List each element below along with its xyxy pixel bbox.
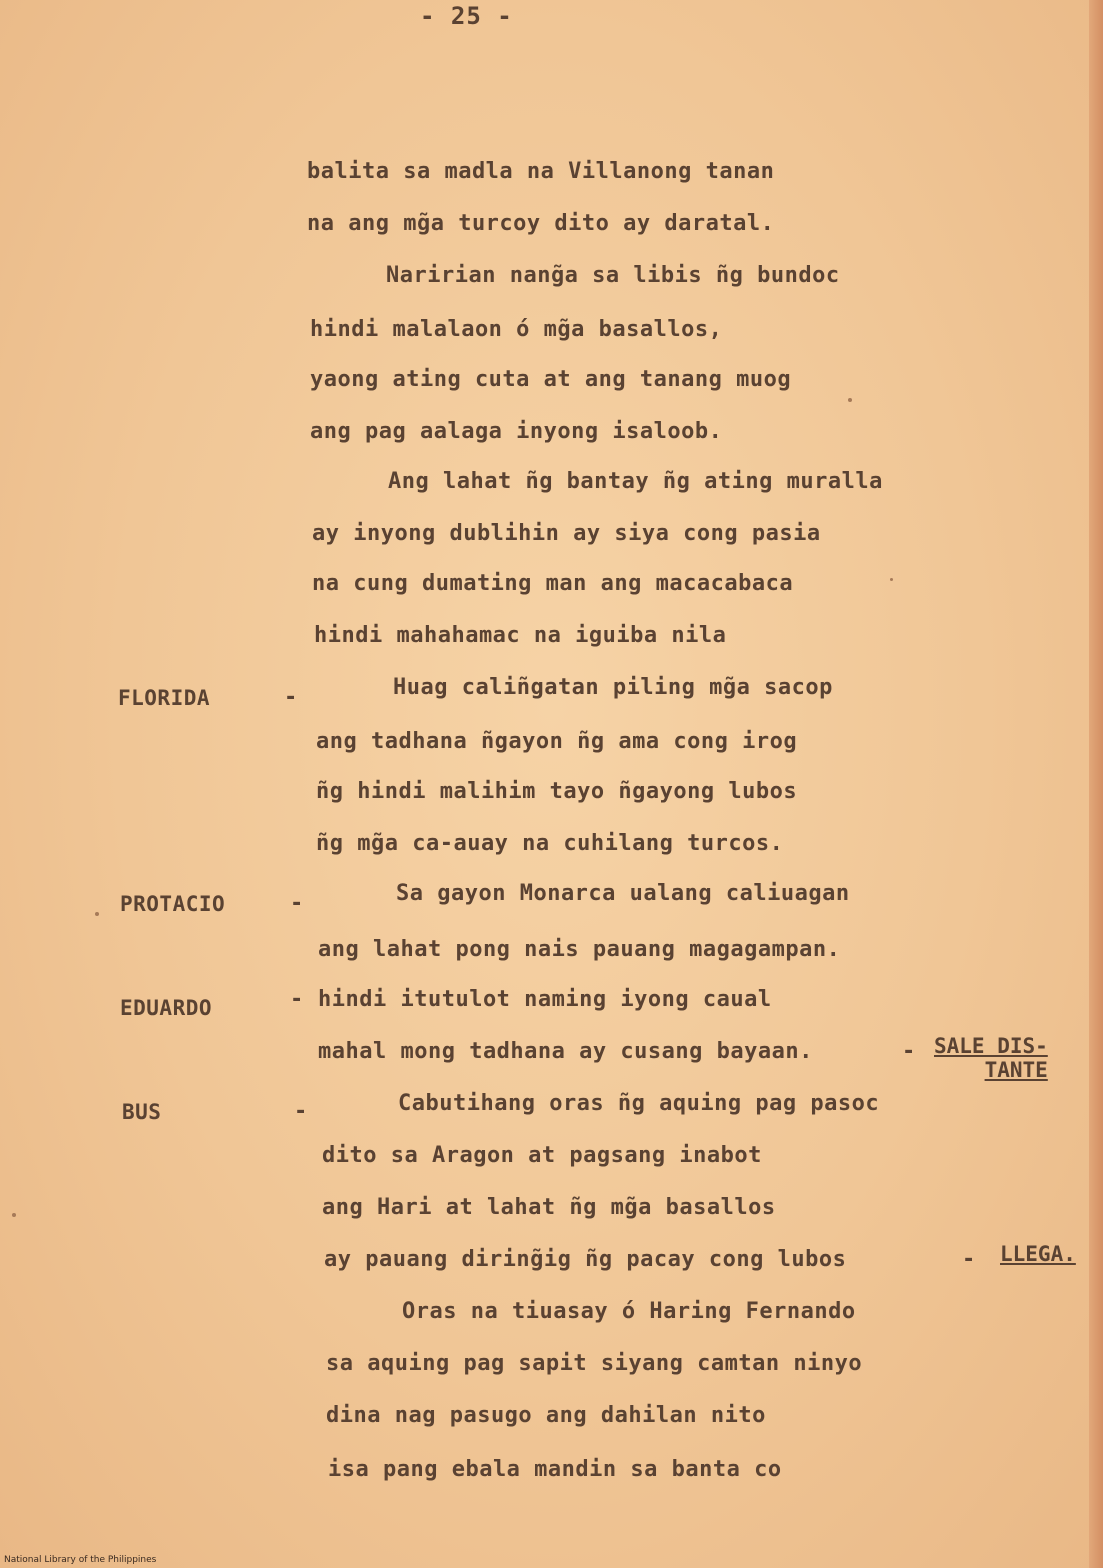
verse-line: isa pang ebala mandin sa banta co <box>328 1457 782 1482</box>
speaker-name: BUS <box>122 1100 162 1124</box>
speaker-name: PROTACIO <box>120 892 226 916</box>
verse-line: Naririan nang̃a sa libis ñg bundoc <box>386 263 840 288</box>
verse-line: hindi malalaon ó mg̃a basallos, <box>310 317 723 342</box>
verse-line: Ang lahat ñg bantay ñg ating muralla <box>388 469 883 494</box>
speaker-name: FLORIDA <box>118 686 211 710</box>
page-edge-shadow <box>1089 0 1103 1568</box>
verse-line: sa aquing pag sapit siyang camtan ninyo <box>326 1351 863 1376</box>
verse-line: ñg hindi malihim tayo ñgayong lubos <box>316 779 798 804</box>
stage-direction: LLEGA. <box>1000 1242 1076 1266</box>
verse-line: ay pauang diring̃ig ñg pacay cong lubos <box>324 1247 847 1272</box>
stage-dash: - <box>962 1247 976 1272</box>
stage-dash: - <box>902 1039 916 1064</box>
verse-line: dito sa Aragon at pagsang inabot <box>322 1143 762 1168</box>
ink-speck <box>848 398 852 402</box>
speaker-dash: - <box>284 685 298 710</box>
verse-line: mahal mong tadhana ay cusang bayaan. <box>318 1039 813 1064</box>
verse-line: ang lahat pong nais pauang magagampan. <box>318 937 841 962</box>
verse-line: Cabutihang oras ñg aquing pag pasoc <box>398 1091 880 1116</box>
verse-line: ang tadhana ñgayon ñg ama cong irog <box>316 729 798 754</box>
verse-line: hindi itutulot naming iyong caual <box>318 987 772 1012</box>
speaker-dash: - <box>290 891 304 916</box>
ink-speck <box>890 578 893 581</box>
verse-line: ay inyong dublihin ay siya cong pasia <box>312 521 821 546</box>
verse-line: ang Hari at lahat ñg mg̃a basallos <box>322 1195 776 1220</box>
verse-line: dina nag pasugo ang dahilan nito <box>326 1403 766 1428</box>
speaker-dash: - <box>294 1099 308 1124</box>
verse-line: na cung dumating man ang macacabaca <box>312 571 794 596</box>
verse-line: Huag caliñgatan piling mg̃a sacop <box>393 675 833 700</box>
page-number: - 25 - <box>420 2 513 30</box>
verse-line: ang pag aalaga inyong isaloob. <box>310 419 723 444</box>
ink-speck <box>12 1213 16 1217</box>
ink-speck <box>95 912 99 916</box>
speaker-name: EDUARDO <box>120 996 213 1020</box>
footer-credit: National Library of the Philippines <box>4 1555 157 1565</box>
verse-line: hindi mahahamac na iguiba nila <box>314 623 727 648</box>
verse-line: ñg mg̃a ca-auay na cuhilang turcos. <box>316 831 784 856</box>
verse-line: Oras na tiuasay ó Haring Fernando <box>402 1299 856 1324</box>
verse-line: Sa gayon Monarca ualang caliuagan <box>396 881 850 906</box>
verse-line: balita sa madla na Villanong tanan <box>307 159 775 184</box>
stage-direction: SALE DIS- TANTE <box>934 1034 1048 1082</box>
verse-line: na ang mg̃a turcoy dito ay daratal. <box>307 211 775 236</box>
verse-line: yaong ating cuta at ang tanang muog <box>310 367 792 392</box>
speaker-dash: - <box>290 987 304 1012</box>
